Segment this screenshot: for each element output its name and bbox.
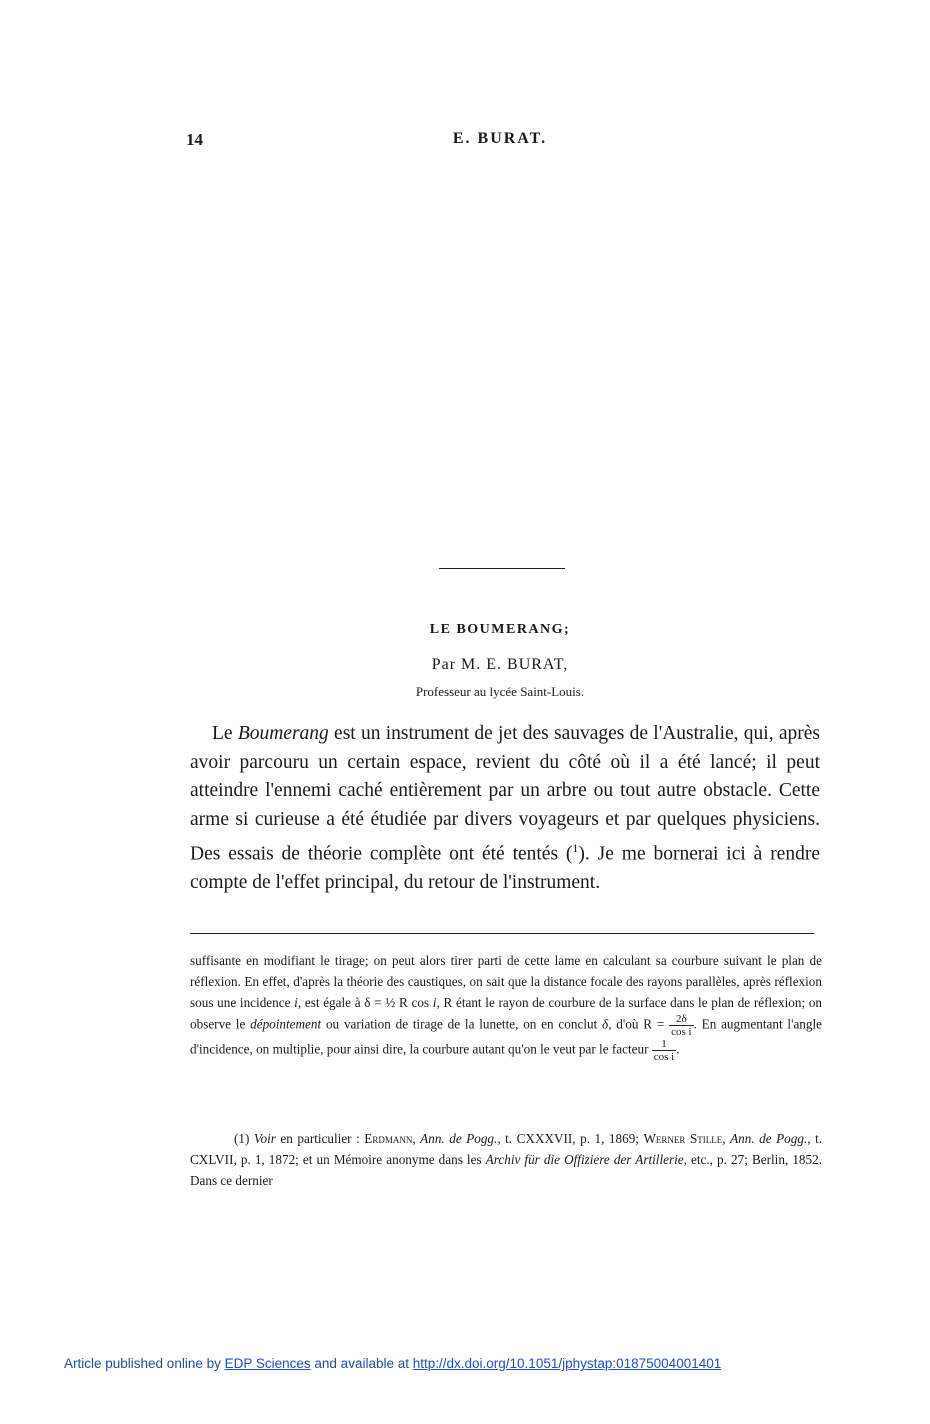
footnote-t6: etc., p. 27; Berlin, 1852. Dans ce dernier <box>190 1151 822 1188</box>
footnote-t5: , t. CXLVII, p. 1, 1872; et un Mémoire anonyme dans les <box>190 1131 823 1167</box>
foot-text-p6: . En augmentant l'angle d'incidence, on multiplie, pour ainsi dire, la courbure autant qu'on le veut par le facteur <box>190 1016 822 1057</box>
footer-middle: and available at <box>310 1356 413 1371</box>
fraction-numerator: 1 <box>652 1038 676 1051</box>
fraction-denominator: cos i <box>653 1051 675 1064</box>
journal-ann-pogg: Ann. de Pogg. <box>420 1131 498 1146</box>
footnote-separator <box>190 933 814 934</box>
foot-text-p1: suffisante en modifiant le tirage; on peut alors tirer parti de cette lame en calculant sa courbure suivant le plan de réflexion. En effet, d'après la théorie des caustiques, on sait que la distance focale des rayons parallèles, après réflexion sous une incidence <box>190 953 822 1010</box>
fraction-1-over-cos-i <box>652 1038 676 1063</box>
author-affiliation: Professeur au lycée Saint-Louis. <box>415 684 585 699</box>
foot-text-p3: , R étant le rayon de courbure de la surface dans le plan de réflexion; on observe le <box>190 994 823 1032</box>
article-title: LE BOUMERANG; <box>429 622 571 637</box>
variable-i: i <box>432 994 437 1010</box>
main-paragraph <box>190 720 820 898</box>
footnote-t3: , t. CXXXVII, p. 1, 1869; <box>497 1131 644 1146</box>
footnote-t4: , <box>722 1131 731 1146</box>
footnote-reference: 1 <box>572 841 579 856</box>
fraction-denominator: cos i <box>671 1026 692 1039</box>
publication-footer <box>64 1356 884 1371</box>
boumerang-term: Boumerang <box>237 723 329 744</box>
foot-text-p5: , d'où R = <box>608 1016 670 1032</box>
foot-text-p7: . <box>676 1041 680 1057</box>
footnote-t1: en particulier : <box>275 1131 365 1146</box>
fraction-numerator: 2δ <box>669 1013 693 1026</box>
continued-footnote-text <box>190 951 822 1063</box>
footnote-t2: , <box>412 1131 421 1146</box>
main-text-part3: ). Je me bornerai ici à rendre compte de l'effet principal, du retour de l'instrument. <box>190 843 820 894</box>
variable-delta: δ <box>602 1016 609 1032</box>
article-byline: Par M. E. BURAT, <box>431 656 569 673</box>
journal-ann-pogg-2: Ann. de Pogg. <box>730 1131 808 1146</box>
doi-link[interactable]: http://dx.doi.org/10.1051/jphystap:01875004001401 <box>412 1356 722 1371</box>
author-erdmann: Erdmann <box>364 1131 413 1146</box>
footnote-mark: (1) <box>234 1131 250 1146</box>
variable-i: i <box>294 994 298 1010</box>
foot-text-p4: ou variation de tirage de la lunette, on en conclut <box>321 1016 603 1032</box>
publisher-link[interactable]: EDP Sciences <box>224 1356 311 1371</box>
section-rule <box>439 568 565 569</box>
author-werner-stille: Werner Stille <box>643 1131 723 1146</box>
fraction-2delta-over-cos-i <box>669 1013 693 1038</box>
footer-prefix: Article published online by <box>64 1356 225 1371</box>
running-head: E. BURAT. <box>452 130 548 147</box>
main-text-part2: est un instrument de jet des sauvages de l'Australie, qui, après avoir parcouru un certain espace, revient du côté où il a été lancé; il peut atteindre l'ennemi caché entièrement par un arbre ou tout autre obstacle. Cette arme si curieuse a été étudiée par divers voyageurs et par quelques physiciens. Des essais de théorie complète ont été tentés ( <box>190 723 820 865</box>
journal-archiv: Archiv für die Offiziere der Artillerie, <box>485 1151 687 1167</box>
depointement-term: dépointement <box>250 1016 322 1032</box>
formula-delta: δ = ½ R cos <box>364 994 433 1010</box>
footnote-1 <box>190 1129 822 1191</box>
main-text-part1: Le <box>212 723 238 744</box>
footnote-voir: Voir <box>253 1131 276 1146</box>
page-number: 14 <box>186 130 203 149</box>
foot-text-p2: , est égale à <box>297 994 365 1010</box>
